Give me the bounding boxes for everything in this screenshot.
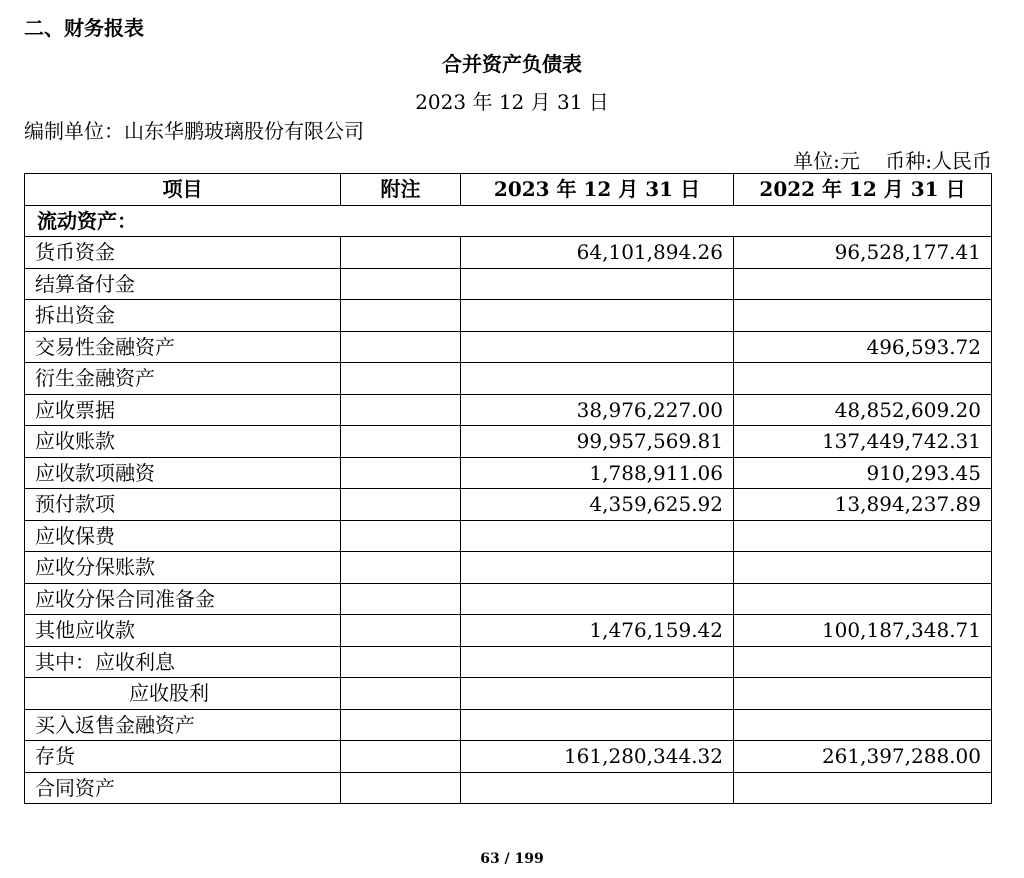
row-note-cell [341,489,461,521]
row-value-2022 [734,772,992,804]
row-note-cell [341,552,461,584]
section-label: 流动资产： [25,205,992,237]
table-row [25,426,992,458]
row-item-label: 应收保费 [25,520,341,552]
row-item-label: 应收账款 [25,426,341,458]
row-value-2022: 496,593.72 [734,331,992,363]
row-value-2023: 4,359,625.92 [461,489,734,521]
row-item-label: 应收股利 [25,678,341,710]
row-value-2023 [461,646,734,678]
row-item-label: 存货 [25,741,341,773]
table-row [25,394,992,426]
column-header-note: 附注 [341,174,461,206]
table-row [25,552,992,584]
table-row [25,457,992,489]
page-number: 63 / 199 [480,851,544,867]
column-header-2023: 2023 年 12 月 31 日 [461,174,734,206]
row-item-label: 应收款项融资 [25,457,341,489]
row-value-2022: 137,449,742.31 [734,426,992,458]
row-item-label: 预付款项 [25,489,341,521]
row-value-2023 [461,709,734,741]
row-value-2022: 13,894,237.89 [734,489,992,521]
table-row [25,237,992,269]
row-value-2023 [461,363,734,395]
row-value-2022 [734,268,992,300]
balance-sheet-table [24,173,992,804]
row-value-2023 [461,331,734,363]
row-note-cell [341,363,461,395]
row-value-2022 [734,678,992,710]
table-row [25,583,992,615]
row-value-2023 [461,520,734,552]
row-item-label: 其他应收款 [25,615,341,647]
row-value-2023: 64,101,894.26 [461,237,734,269]
row-note-cell [341,741,461,773]
row-item-label: 交易性金融资产 [25,331,341,363]
row-item-label: 结算备付金 [25,268,341,300]
row-note-cell [341,331,461,363]
report-title: 合并资产负债表 [442,52,582,76]
row-item-label: 货币资金 [25,237,341,269]
row-item-label: 应收票据 [25,394,341,426]
section-title: 二、财务报表 [24,16,144,40]
row-note-cell [341,237,461,269]
table-row [25,268,992,300]
row-note-cell [341,583,461,615]
table-header-row [25,174,992,206]
row-value-2022: 96,528,177.41 [734,237,992,269]
table-row [25,646,992,678]
row-value-2023: 1,788,911.06 [461,457,734,489]
row-value-2022 [734,300,992,332]
row-value-2023 [461,583,734,615]
report-date: 2023 年 12 月 31 日 [415,90,609,114]
row-item-label: 其中：应收利息 [25,646,341,678]
row-note-cell [341,426,461,458]
row-item-label: 买入返售金融资产 [25,709,341,741]
table-row [25,678,992,710]
row-item-label: 衍生金融资产 [25,363,341,395]
row-value-2022 [734,363,992,395]
row-value-2022: 100,187,348.71 [734,615,992,647]
row-note-cell [341,394,461,426]
table-row [25,772,992,804]
table-row [25,615,992,647]
table-row [25,489,992,521]
row-value-2023 [461,300,734,332]
column-header-2022: 2022 年 12 月 31 日 [734,174,992,206]
row-item-label: 合同资产 [25,772,341,804]
table-row [25,709,992,741]
row-value-2022 [734,646,992,678]
row-note-cell [341,678,461,710]
row-value-2022 [734,709,992,741]
row-value-2023 [461,552,734,584]
table-body [25,205,992,804]
row-note-cell [341,300,461,332]
section-row-current-assets [25,205,992,237]
row-value-2023: 161,280,344.32 [461,741,734,773]
row-note-cell [341,457,461,489]
row-note-cell [341,520,461,552]
row-item-label: 拆出资金 [25,300,341,332]
row-note-cell [341,772,461,804]
row-item-label: 应收分保合同准备金 [25,583,341,615]
row-value-2023 [461,678,734,710]
table-row [25,363,992,395]
row-value-2022: 910,293.45 [734,457,992,489]
table-row [25,331,992,363]
compiling-entity: 编制单位：山东华鹏玻璃股份有限公司 [24,119,364,143]
row-note-cell [341,615,461,647]
row-value-2022: 48,852,609.20 [734,394,992,426]
row-value-2023 [461,772,734,804]
row-item-label: 应收分保账款 [25,552,341,584]
row-value-2022 [734,552,992,584]
table-row [25,520,992,552]
row-value-2022 [734,583,992,615]
table-row [25,300,992,332]
unit-currency-note: 单位:元 币种:人民币 [793,149,992,173]
row-value-2022 [734,520,992,552]
row-value-2023: 99,957,569.81 [461,426,734,458]
row-note-cell [341,646,461,678]
row-note-cell [341,709,461,741]
row-note-cell [341,268,461,300]
column-header-item: 项目 [25,174,341,206]
row-value-2022: 261,397,288.00 [734,741,992,773]
row-value-2023: 38,976,227.00 [461,394,734,426]
table-row [25,741,992,773]
row-value-2023 [461,268,734,300]
row-value-2023: 1,476,159.42 [461,615,734,647]
